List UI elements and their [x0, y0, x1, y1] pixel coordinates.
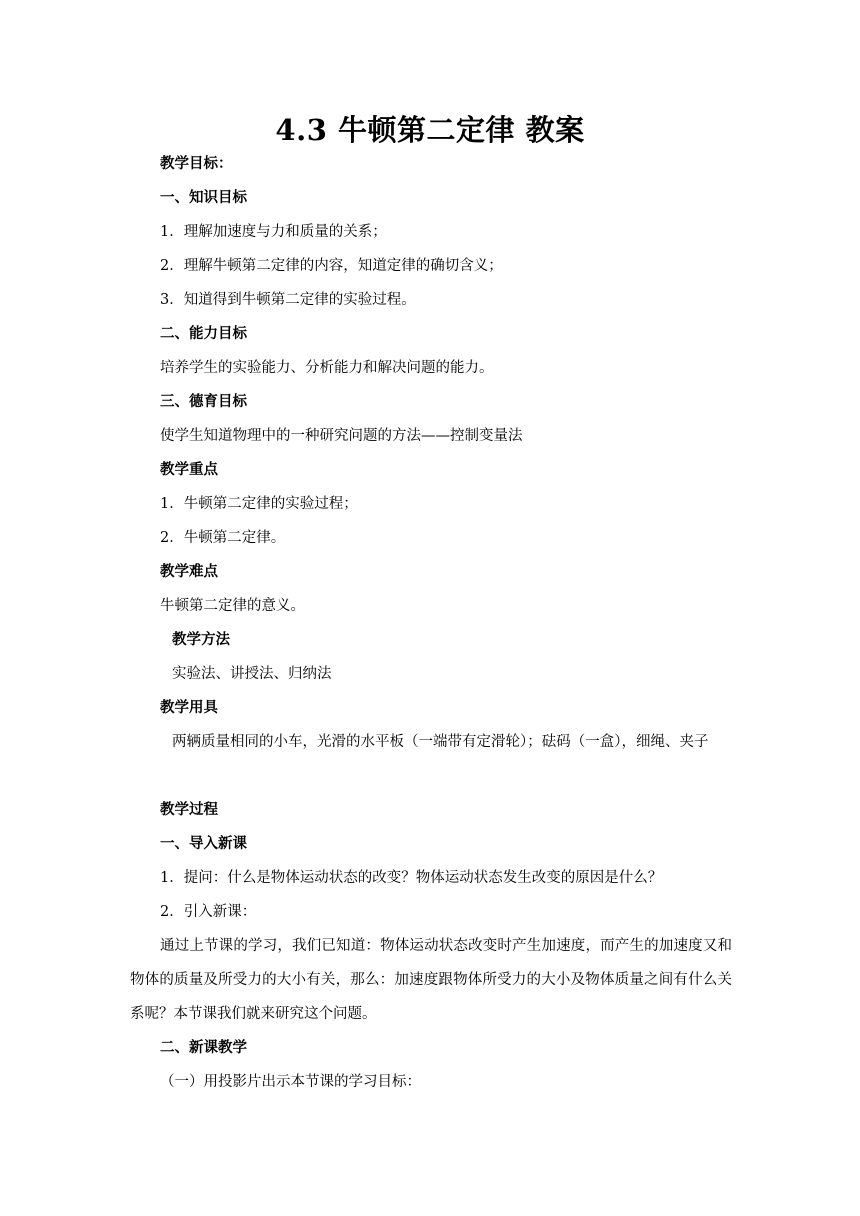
- methods-heading: 教学方法: [172, 632, 230, 648]
- objectives-heading: 教学目标：: [160, 156, 233, 172]
- key-point-2: 2．牛顿第二定律。: [160, 530, 286, 546]
- new-lesson-heading: 二、新课教学: [160, 1040, 247, 1056]
- knowledge-item-3: 3．知道得到牛顿第二定律的实验过程。: [160, 292, 416, 308]
- new-lesson-item: （一）用投影片出示本节课的学习目标：: [160, 1074, 421, 1090]
- tools-heading: 教学用具: [160, 700, 218, 716]
- key-point-1: 1．牛顿第二定律的实验过程；: [160, 496, 358, 512]
- knowledge-item-1: 1．理解加速度与力和质量的关系；: [160, 224, 387, 240]
- document-title: 4.3 牛顿第二定律 教案: [275, 113, 585, 147]
- ability-text: 培养学生的实验能力、分析能力和解决问题的能力。: [160, 360, 494, 376]
- process-heading: 教学过程: [160, 802, 218, 818]
- tools-text: 两辆质量相同的小车，光滑的水平板（一端带有定滑轮）；砝码（一盒），细绳、夹子: [172, 734, 709, 750]
- difficulty-heading: 教学难点: [160, 564, 218, 580]
- moral-heading: 三、德育目标: [160, 394, 247, 410]
- knowledge-item-2: 2．理解牛顿第二定律的内容，知道定律的确切含义；: [160, 258, 503, 274]
- methods-text: 实验法、讲授法、归纳法: [172, 666, 332, 682]
- intro-item-2: 2．引入新课：: [160, 904, 257, 920]
- difficulty-text: 牛顿第二定律的意义。: [160, 598, 305, 614]
- ability-heading: 二、能力目标: [160, 326, 247, 342]
- knowledge-heading: 一、知识目标: [160, 190, 247, 206]
- intro-item-1: 1．提问：什么是物体运动状态的改变？物体运动状态发生改变的原因是什么？: [160, 870, 663, 886]
- moral-text: 使学生知道物理中的一种研究问题的方法——控制变量法: [160, 428, 523, 444]
- intro-paragraph: 通过上节课的学习，我们已知道：物体运动状态改变时产生加速度，而产生的加速度又和物体的质量及所受力的大小有关，那么：加速度跟物体所受力的大小及物体质量之间有什么关系呢？本节课我们就来研究这个问题。: [130, 938, 732, 1022]
- intro-heading: 一、导入新课: [160, 836, 247, 852]
- key-points-heading: 教学重点: [160, 462, 218, 478]
